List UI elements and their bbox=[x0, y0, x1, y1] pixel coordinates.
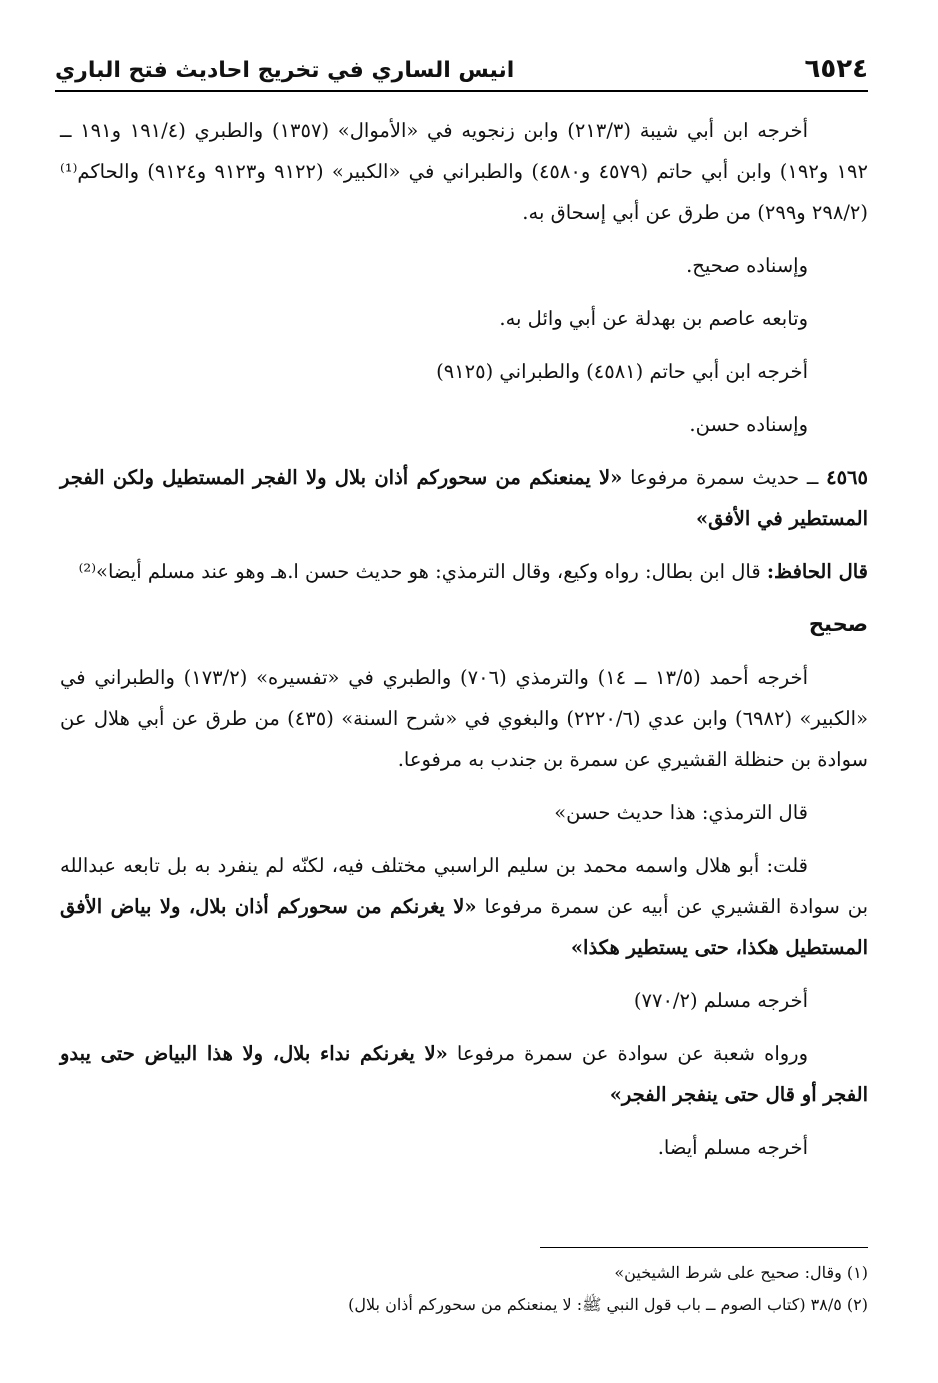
hadith-number: ٤٥٦٥ bbox=[826, 466, 868, 489]
hadith-text: «لا يمنعنكم من سحوركم أذان بلال ولا الفجر المستطيل ولكن الفجر المستطير في الأفق» bbox=[60, 466, 868, 530]
page-header bbox=[55, 50, 868, 90]
hafiz-comment bbox=[60, 551, 868, 592]
hadith-entry bbox=[60, 457, 868, 539]
paragraph-isnad-hasan: وإسناده حسن. bbox=[689, 413, 808, 436]
paragraph-isnad-sahih: وإسناده صحيح. bbox=[686, 254, 808, 277]
running-title: انيس الساري في تخريج احاديث فتح الباري bbox=[55, 58, 515, 83]
footnote-rule bbox=[540, 1247, 868, 1248]
hafiz-label: قال الحافظ: bbox=[766, 560, 868, 583]
paragraph-shuba bbox=[60, 1033, 868, 1115]
paragraph-tirmidhi: قال الترمذي: هذا حديث حسن» bbox=[554, 801, 808, 824]
shuba-hadith-text: «لا يغرنكم نداء بلال، ولا هذا البياض حتى يبدو الفجر أو قال حتى ينفجر الفجر» bbox=[60, 1042, 868, 1106]
footnote-1: (١) وقال: صحيح على شرط الشيخين» bbox=[614, 1263, 868, 1282]
header-rule bbox=[55, 90, 868, 92]
hadith-grade: صحيح bbox=[808, 612, 868, 636]
hafiz-text: قال ابن بطال: رواه وكيع، وقال الترمذي: هو حديث حسن ا.هـ وهو عند مسلم أيضا»⁽²⁾ bbox=[78, 560, 761, 583]
hadith-intro: ــ حديث سمرة مرفوعا bbox=[630, 466, 819, 489]
paragraph-muslim-2: أخرجه مسلم أيضا. bbox=[657, 1136, 808, 1159]
footnote-2: (٢) ٣٨/٥ (كتاب الصوم ــ باب قول النبي ﷺ: لا يمنعنكم من سحوركم أذان بلال) bbox=[348, 1295, 868, 1314]
paragraph-muslim-1: أخرجه مسلم (٧٧٠/٢) bbox=[633, 989, 808, 1012]
shuba-text: ورواه شعبة عن سوادة عن سمرة مرفوعا bbox=[456, 1042, 808, 1065]
paragraph-comment bbox=[60, 845, 868, 968]
main-text bbox=[60, 110, 868, 1180]
paragraph-takhrij-3: أخرجه أحمد (١٣/٥ ــ ١٤) والترمذي (٧٠٦) والطبري في «تفسيره» (١٧٣/٢) والطبراني في «الكبير» (٦٩٨٢) وابن عدي (٢٢٢٠/٦) والبغوي في «شرح السنة» (٤٣٥) من طرق عن أبي هلال عن سوادة بن حنظلة القشيري عن سمرة بن جندب به مرفوعا. bbox=[60, 666, 868, 771]
paragraph-takhrij-1: أخرجه ابن أبي شيبة (٢١٣/٣) وابن زنجويه في «الأموال» (١٣٥٧) والطبري (١٩١/٤ و١٩١ ــ ١٩٢ و١٩٢) وابن أبي حاتم (٤٥٧٩ و٤٥٨٠) والطبراني في «الكبير» (٩١٢٢ و٩١٢٣ و٩١٢٤) والحاكم⁽¹⁾ (٢٩٨/٢ و٢٩٩) من طرق عن أبي إسحاق به. bbox=[60, 119, 868, 224]
paragraph-takhrij-2: أخرجه ابن أبي حاتم (٤٥٨١) والطبراني (٩١٢٥) bbox=[436, 360, 808, 383]
comment-text: قلت: أبو هلال واسمه محمد بن سليم الراسبي مختلف فيه، لكنّه لم ينفرد به بل تابعه عبدالله بن سوادة القشيري عن أبيه عن سمرة مرفوعا bbox=[60, 854, 868, 918]
comment-hadith-text: «لا يغرنكم من سحوركم أذان بلال، ولا بياض الأفق المستطيل هكذا، حتى يستطير هكذا» bbox=[60, 895, 868, 959]
footnotes bbox=[60, 1257, 868, 1321]
page-number: ٦٥٢٤ bbox=[804, 54, 868, 84]
paragraph-mutaba-a: وتابعه عاصم بن بهدلة عن أبي وائل به. bbox=[499, 307, 808, 330]
